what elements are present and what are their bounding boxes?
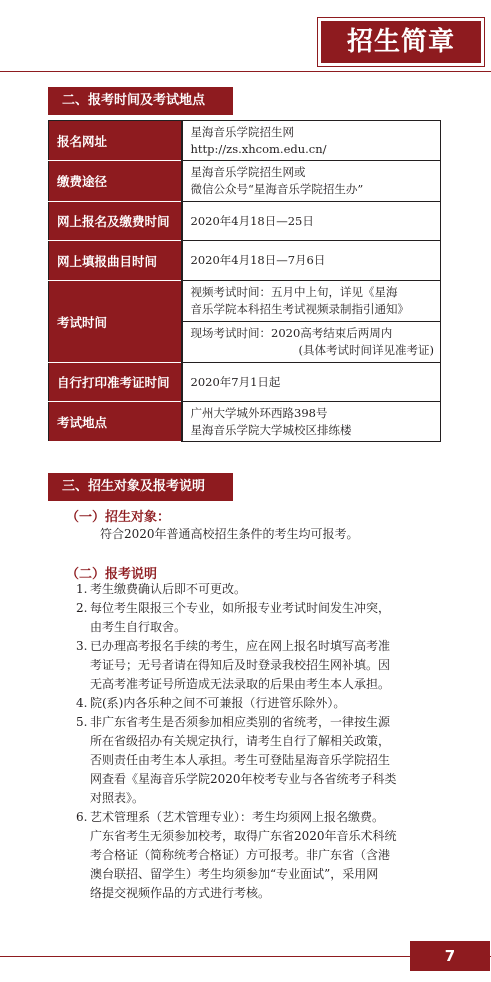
list-item: [76, 580, 446, 599]
row-label: 考试地点: [49, 402, 182, 442]
row-label: 考试时间: [49, 281, 182, 363]
notes-list: [76, 580, 446, 903]
table-row: [49, 161, 441, 202]
item-line: 所在省级招办有关规定执行，请考生自行了解相关政策，: [90, 734, 391, 748]
item-line: 网查看《星海音乐学院2020年校考专业与各省统考子科类: [90, 772, 397, 786]
row-value: [182, 281, 441, 363]
exam-info-table: [48, 120, 441, 442]
item-number: 6.: [76, 810, 88, 824]
list-item: [76, 637, 446, 694]
item-number: 1.: [76, 582, 88, 596]
value-line: 视频考试时间：五月中上旬，详见《星海: [190, 285, 398, 299]
subsection-heading: （一）招生对象：: [66, 510, 171, 525]
table-row: [49, 202, 441, 241]
row-value: [182, 121, 441, 161]
url-link[interactable]: http://zs.xhcom.edu.cn/: [190, 141, 327, 156]
row-value: [182, 241, 441, 281]
item-line: 由考生自行取舍。: [90, 620, 187, 634]
row-label: 报名网址: [49, 121, 182, 161]
item-number: 2.: [76, 601, 88, 615]
subsection-heading: （二）报考说明: [66, 567, 158, 582]
list-item: [76, 694, 446, 713]
item-line: 考证号；无号者请在得知后及时登录我校招生网补填。因: [90, 658, 391, 672]
value-line: 2020年4月18日—25日: [190, 213, 314, 228]
value-line: 星海音乐学院大学城校区排练楼: [190, 422, 352, 437]
value-line: 音乐学院本科招生考试视频录制指引通知》: [190, 302, 409, 316]
video-exam-time: [183, 282, 441, 322]
section-2-heading: 二、报考时间及考试地点: [48, 87, 233, 115]
item-line: 澳台联招、留学生）考生均须参加“专业面试”，采用网: [90, 867, 379, 881]
item-line: 非广东省考生是否须参加相应类别的省统考，一律按生源: [90, 715, 391, 729]
table-row: [49, 281, 441, 363]
eligibility-text: 符合2020年普通高校招生条件的考生均可报考。: [100, 527, 359, 541]
item-line: 已办理高考报名手续的考生，应在网上报名时填写高考准: [90, 639, 391, 653]
value-line: 广州大学城外环西路398号: [190, 405, 328, 420]
page-title: 招生简章: [321, 21, 481, 63]
item-line: 考合格证（简称统考合格证）方可报考。非广东省（含港: [90, 848, 391, 862]
table-row: [49, 121, 441, 161]
item-line: 无高考准考证号所造成无法录取的后果由考生本人承担。: [90, 677, 391, 691]
item-number: 3.: [76, 639, 88, 653]
item-line: 否则责任由考生本人承担。考生可登陆星海音乐学院招生: [90, 753, 391, 767]
row-value: [182, 161, 441, 202]
value-line: 现场考试时间：2020高考结束后两周内: [190, 326, 393, 340]
item-line: 络提交视频作品的方式进行考核。: [90, 886, 271, 900]
table-row: [49, 241, 441, 281]
onsite-exam-time: [191, 322, 441, 361]
item-line: 艺术管理系（艺术管理专业）：考生均须网上报名缴费。: [90, 810, 385, 824]
row-value: [182, 363, 441, 402]
item-line: 广东省考生无须参加校考，取得广东省2020年音乐术科统: [90, 829, 397, 843]
item-line: 对照表》。: [90, 791, 145, 805]
section-3-heading: 三、招生对象及报考说明: [48, 473, 233, 501]
row-label: 网上填报曲目时间: [49, 241, 182, 281]
list-item: [76, 713, 446, 808]
value-line: 2020年7月1日起: [190, 374, 281, 389]
list-item: [76, 808, 446, 903]
row-label: 网上报名及缴费时间: [49, 202, 182, 241]
page-number: 7: [410, 941, 490, 971]
row-value: [182, 202, 441, 241]
value-line: 星海音乐学院招生网: [190, 124, 294, 139]
item-number: 4.: [76, 696, 88, 710]
item-number: 5.: [76, 715, 88, 729]
value-line: (具体考试时间详见准考证): [298, 343, 434, 357]
item-line: 院(系)内各乐种之间不可兼报（行进管乐除外）。: [90, 696, 346, 710]
header-rule: [0, 71, 491, 72]
row-label: 缴费途径: [49, 161, 182, 202]
row-value: [182, 402, 441, 442]
value-line: 2020年4月18日—7月6日: [190, 253, 326, 267]
item-line: 每位考生限报三个专业，如所报专业考试时间发生冲突，: [90, 601, 391, 615]
value-line: 微信公众号“星海音乐学院招生办”: [190, 182, 364, 196]
value-line: 星海音乐学院招生网或: [190, 165, 306, 179]
table-row: [49, 402, 441, 442]
table-row: [49, 363, 441, 402]
item-line: 考生缴费确认后即不可更改。: [90, 582, 247, 596]
row-label: 自行打印准考证时间: [49, 363, 182, 402]
list-item: [76, 599, 446, 637]
